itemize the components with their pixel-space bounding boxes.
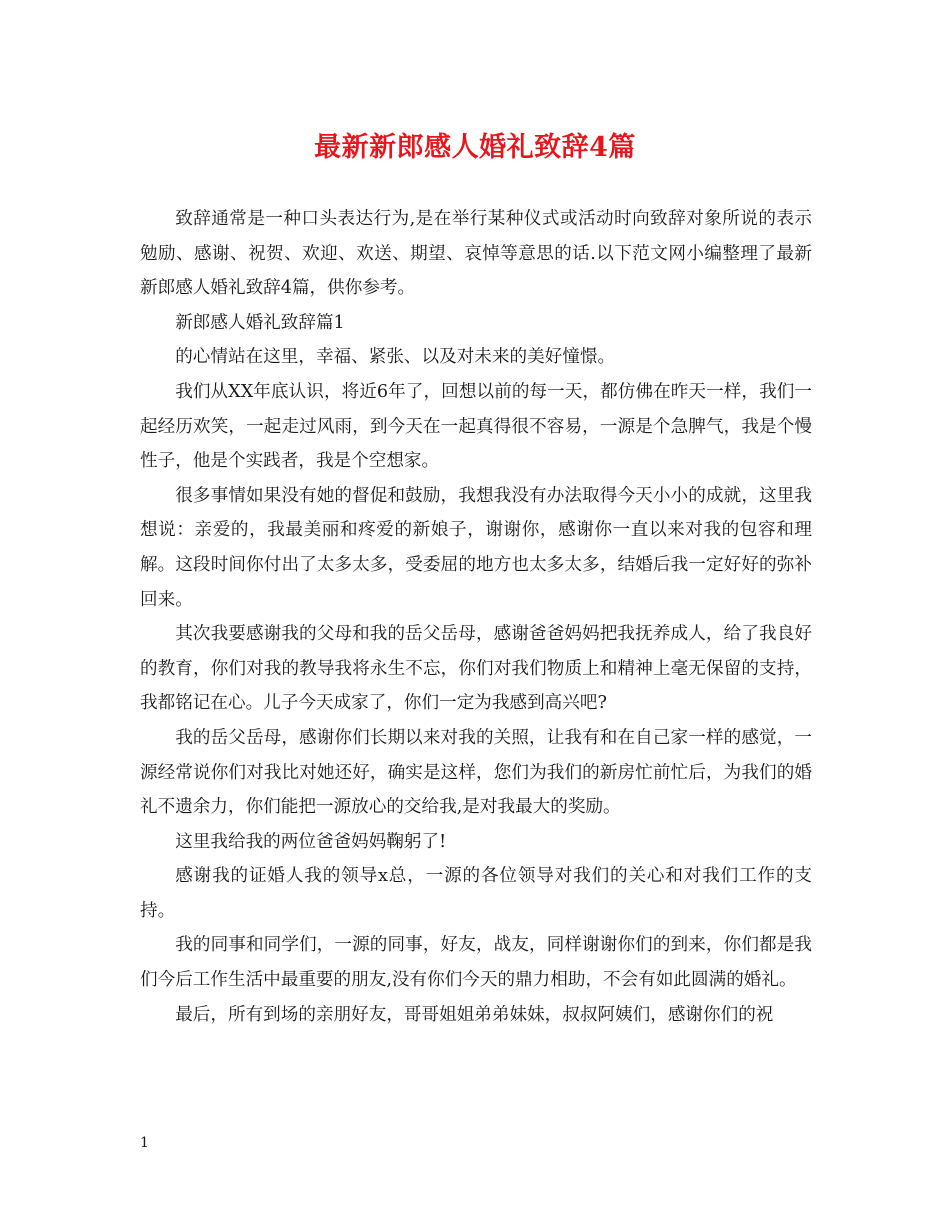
paragraph: 其次我要感谢我的父母和我的岳父岳母，感谢爸爸妈妈把我抚养成人，给了我良好的教育，你们对我的教导我将永生不忘，你们对我们物质上和精神上毫无保留的支持，我都铭记在心。儿子今天成家了，你们一定为我感到高兴吧?	[140, 624, 812, 714]
paragraph-intro: 致辞通常是一种口头表达行为,是在举行某种仪式或活动时向致辞对象所说的表示勉励、感谢、祝贺、欢迎、欢送、期望、哀悼等意思的话.以下范文网小编整理了最新新郎感人婚礼致辞4篇，供你参考。	[140, 209, 812, 299]
document-body	[140, 202, 812, 1032]
paragraph: 最后，所有到场的亲朋好友，哥哥姐姐弟弟妹妹，叔叔阿姨们，感谢你们的祝	[175, 1004, 774, 1025]
paragraph: 我们从XX年底认识，将近6年了，回想以前的每一天，都仿佛在昨天一样，我们一起经历欢笑，一起走过风雨，到今天在一起真得很不容易，一源是个急脾气，我是个慢性子，他是个实践者，我是个空想家。	[140, 381, 812, 472]
page-number: 1	[140, 1135, 149, 1151]
document-title: 最新新郎感人婚礼致辞4篇	[314, 132, 636, 163]
paragraph: 我的同事和同学们，一源的同事，好友，战友，同样谢谢你们的到来，你们都是我们今后工作生活中最重要的朋友,没有你们今天的鼎力相助，不会有如此圆满的婚礼。	[140, 935, 812, 991]
paragraph: 的心情站在这里，幸福、紧张、以及对未来的美好憧憬。	[175, 347, 616, 368]
section-heading: 新郎感人婚礼致辞篇1	[175, 312, 345, 333]
paragraph: 感谢我的证婚人我的领导x总，一源的各位领导对我们的关心和对我们工作的支持。	[140, 866, 812, 921]
paragraph: 这里我给我的两位爸爸妈妈鞠躬了!	[175, 831, 447, 852]
paragraph: 我的岳父岳母，感谢你们长期以来对我的关照，让我有和在自己家一样的感觉，一源经常说你们对我比对她还好，确实是这样，您们为我们的新房忙前忙后，为我们的婚礼不遗余力，你们能把一源放心的交给我,是对我最大的奖励。	[140, 727, 812, 818]
paragraph: 很多事情如果没有她的督促和鼓励，我想我没有办法取得今天小小的成就，这里我想说：亲爱的，我最美丽和疼爱的新娘子，谢谢你，感谢你一直以来对我的包容和理解。这段时间你付出了太多太多，受委屈的地方也太多太多，结婚后我一定好好的弥补回来。	[140, 485, 812, 610]
